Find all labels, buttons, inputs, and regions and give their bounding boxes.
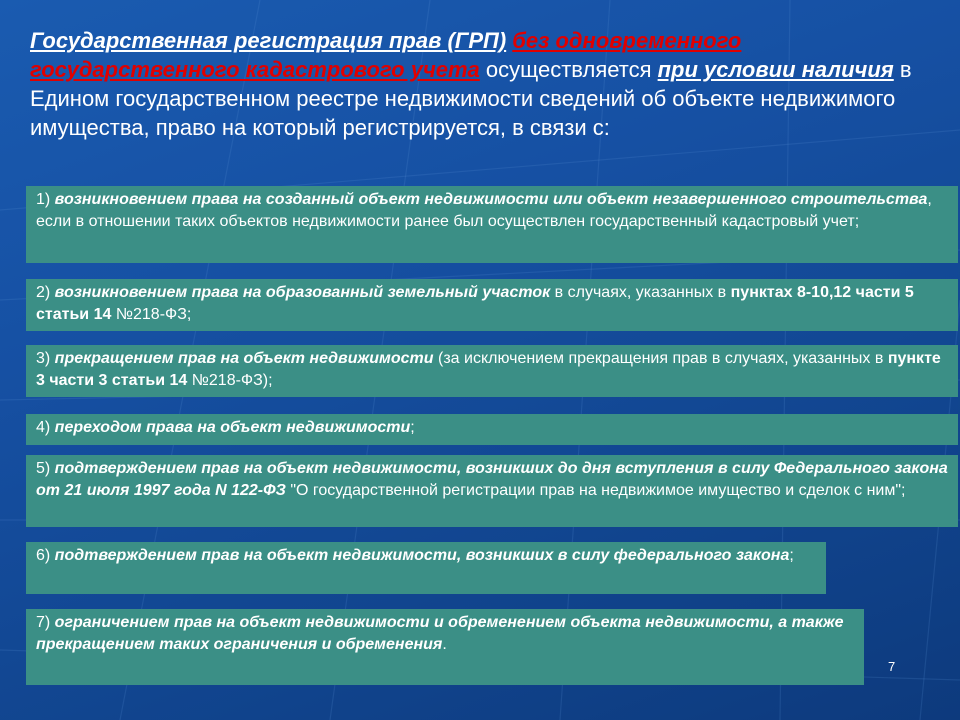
item-number: 3) — [36, 350, 55, 367]
list-item-5 — [26, 455, 958, 527]
item-number: 6) — [36, 547, 55, 564]
item-text: . — [442, 636, 447, 653]
item-emphasis: возникновением права на образованный земельный участок — [54, 284, 551, 301]
list-item-4 — [26, 414, 958, 445]
item-number: 4) — [36, 419, 55, 436]
item-emphasis: возникновением права на созданный объект недвижимости или объект незавершенного строительства — [54, 191, 928, 208]
item-text: (за исключением прекращения прав в случаях, указанных в — [433, 350, 888, 367]
list-item-6 — [26, 542, 826, 594]
page-number: 7 — [888, 659, 896, 674]
item-text: "О государственной регистрации прав на недвижимое имущество и сделок с ним"; — [285, 482, 906, 499]
item-reference: пункте 3 части 3 статьи 14 — [36, 350, 941, 389]
intro-lead: Государственная регистрация прав (ГРП) — [30, 28, 507, 53]
intro-text-2: в Едином государственном реестре недвижимости сведений об объекте недвижимого имущества, право на который регистрируется, в связи с: — [30, 57, 912, 140]
intro-text-1: осуществляется — [479, 57, 658, 82]
intro-paragraph — [30, 26, 930, 142]
list-item-3 — [26, 345, 958, 397]
item-number: 2) — [36, 284, 55, 301]
item-emphasis: подтверждением прав на объект недвижимости, возникших до дня вступления в силу Федерального закона от 21 июля 1997 года N 122-ФЗ — [36, 460, 948, 499]
intro-highlight: без одновременного государственного кадастрового учета — [30, 28, 742, 82]
item-text: ; — [410, 419, 415, 436]
item-text: , если в отношении таких объектов недвижимости ранее был осуществлен государственный кадастровый учет; — [36, 191, 932, 230]
item-emphasis: переходом права на объект недвижимости — [54, 419, 411, 436]
intro-condition: при условии наличия — [657, 57, 894, 82]
item-number: 1) — [36, 191, 55, 208]
item-emphasis: прекращением прав на объект недвижимости — [54, 350, 434, 367]
item-emphasis: подтверждением прав на объект недвижимости, возникших в силу федерального закона — [54, 547, 790, 564]
list-item-7 — [26, 609, 864, 685]
item-text: в случаях, указанных в — [550, 284, 731, 301]
item-number: 5) — [36, 460, 55, 477]
list-item-1 — [26, 186, 958, 263]
item-text: ; — [789, 547, 794, 564]
item-number: 7) — [36, 614, 55, 631]
item-text-end: №218-ФЗ; — [111, 306, 192, 323]
list-item-2 — [26, 279, 958, 331]
item-text-end: №218-ФЗ); — [187, 372, 273, 389]
item-emphasis: ограничением прав на объект недвижимости и обременением объекта недвижимости, а также прекращением таких ограничения и обременения — [36, 614, 844, 653]
item-reference: пунктах 8-10,12 части 5 статьи 14 — [36, 284, 914, 323]
